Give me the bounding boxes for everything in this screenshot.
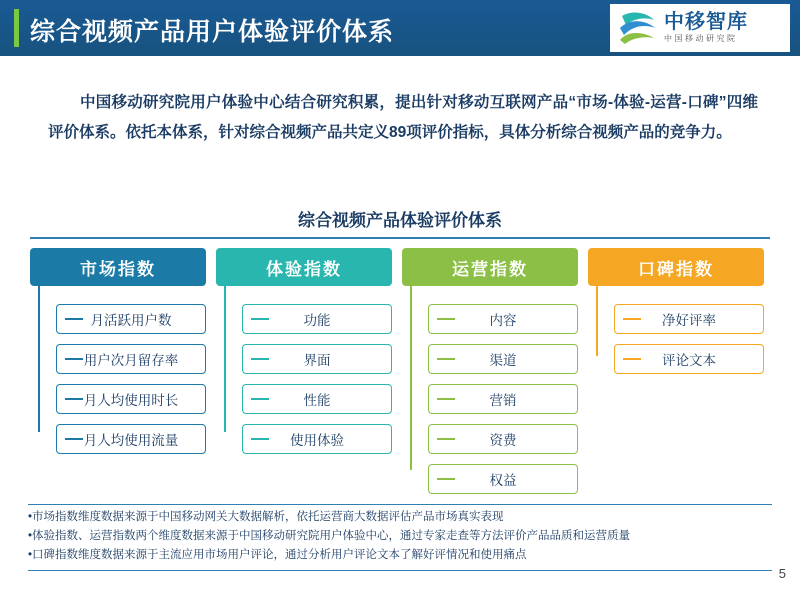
column-header-operation: 运营指数 xyxy=(402,248,578,286)
connector-stub xyxy=(251,398,269,400)
leaf-item xyxy=(428,384,578,414)
diagram-column-operation xyxy=(402,248,578,504)
diagram-title: 综合视频产品体验评价体系 xyxy=(298,211,502,230)
leaf-label: 营销 xyxy=(489,393,517,408)
notes-divider-top xyxy=(28,504,772,505)
connector-stub xyxy=(623,358,641,360)
column-items-market xyxy=(30,304,206,454)
connector-stub xyxy=(65,318,83,320)
column-header-experience: 体验指数 xyxy=(216,248,392,286)
connector-top-experience xyxy=(224,286,226,304)
page-title: 综合视频产品用户体验评价体系 xyxy=(30,18,395,46)
connector-stub xyxy=(623,318,641,320)
connector-stub xyxy=(437,438,455,440)
page-number: 5 xyxy=(778,566,786,581)
leaf-label: 内容 xyxy=(489,313,517,328)
logo-text xyxy=(664,12,748,43)
leaf-label: 性能 xyxy=(303,393,331,408)
leaf-label: 月人均使用流量 xyxy=(83,433,179,448)
leaf-item xyxy=(56,424,206,454)
leaf-item xyxy=(428,464,578,494)
logo-mark-icon xyxy=(616,8,658,48)
leaf-label: 界面 xyxy=(303,353,331,368)
leaf-item xyxy=(242,384,392,414)
connector-stub xyxy=(65,438,83,440)
column-items-reputation xyxy=(588,304,764,374)
title-divider xyxy=(30,237,770,239)
column-items-operation xyxy=(402,304,578,494)
leaf-label: 渠道 xyxy=(489,353,517,368)
connector-spine-reputation xyxy=(596,304,598,356)
diagram-column-market xyxy=(30,248,206,464)
logo-subname: 中国移动研究院 xyxy=(664,34,738,44)
column-header-reputation: 口碑指数 xyxy=(588,248,764,286)
leaf-item xyxy=(614,304,764,334)
leaf-item xyxy=(56,344,206,374)
connector-top-reputation xyxy=(596,286,598,304)
leaf-label: 评论文本 xyxy=(662,353,716,368)
logo-name: 中移智库 xyxy=(664,11,748,34)
leaf-item xyxy=(242,344,392,374)
connector-spine-market xyxy=(38,304,40,432)
leaf-item xyxy=(428,304,578,334)
connector-spine-experience xyxy=(224,304,226,432)
leaf-item xyxy=(242,424,392,454)
column-header-market: 市场指数 xyxy=(30,248,206,286)
logo xyxy=(610,4,790,52)
leaf-label: 净好评率 xyxy=(662,313,716,328)
footnote-line: •市场指数维度数据来源于中国移动网关大数据解析，依托运营商大数据评估产品市场真实表现 xyxy=(28,511,504,523)
connector-stub xyxy=(437,358,455,360)
leaf-label: 月人均使用时长 xyxy=(83,393,179,408)
footnote-line: •口碑指数维度数据来源于主流应用市场用户评论，通过分析用户评论文本了解好评情况和使用痛点 xyxy=(28,549,527,561)
connector-top-market xyxy=(38,286,40,304)
leaf-label: 用户次月留存率 xyxy=(83,353,179,368)
connector-stub xyxy=(65,358,83,360)
diagram-column-reputation xyxy=(588,248,764,384)
column-items-experience xyxy=(216,304,392,454)
connector-stub xyxy=(437,478,455,480)
connector-stub xyxy=(437,398,455,400)
leaf-label: 功能 xyxy=(303,313,331,328)
intro-paragraph: 中国移动研究院用户体验中心结合研究积累，提出针对移动互联网产品“市场-体验-运营-口碑”四维评价体系。依托本体系，针对综合视频产品共定义89项评价指标，具体分析综合视频产品的竞争力。 xyxy=(48,94,758,141)
leaf-item xyxy=(56,304,206,334)
leaf-item xyxy=(428,424,578,454)
leaf-item xyxy=(56,384,206,414)
leaf-label: 权益 xyxy=(489,473,517,488)
connector-top-operation xyxy=(410,286,412,304)
connector-spine-operation xyxy=(410,304,412,470)
leaf-item xyxy=(242,304,392,334)
leaf-item xyxy=(428,344,578,374)
footnote-line: •体验指数、运营指数两个维度数据来源于中国移动研究院用户体验中心，通过专家走查等方法评价产品品质和运营质量 xyxy=(28,530,631,542)
footnotes xyxy=(28,508,772,565)
connector-stub xyxy=(437,318,455,320)
connector-stub xyxy=(251,438,269,440)
connector-stub xyxy=(251,358,269,360)
leaf-item xyxy=(614,344,764,374)
connector-stub xyxy=(251,318,269,320)
diagram-columns xyxy=(30,248,770,488)
leaf-label: 资费 xyxy=(489,433,517,448)
notes-divider-bottom xyxy=(28,570,772,571)
diagram-column-experience xyxy=(216,248,392,464)
connector-stub xyxy=(65,398,83,400)
header-accent-bar xyxy=(14,9,19,47)
leaf-label: 月活跃用户数 xyxy=(90,313,172,328)
leaf-label: 使用体验 xyxy=(290,433,344,448)
